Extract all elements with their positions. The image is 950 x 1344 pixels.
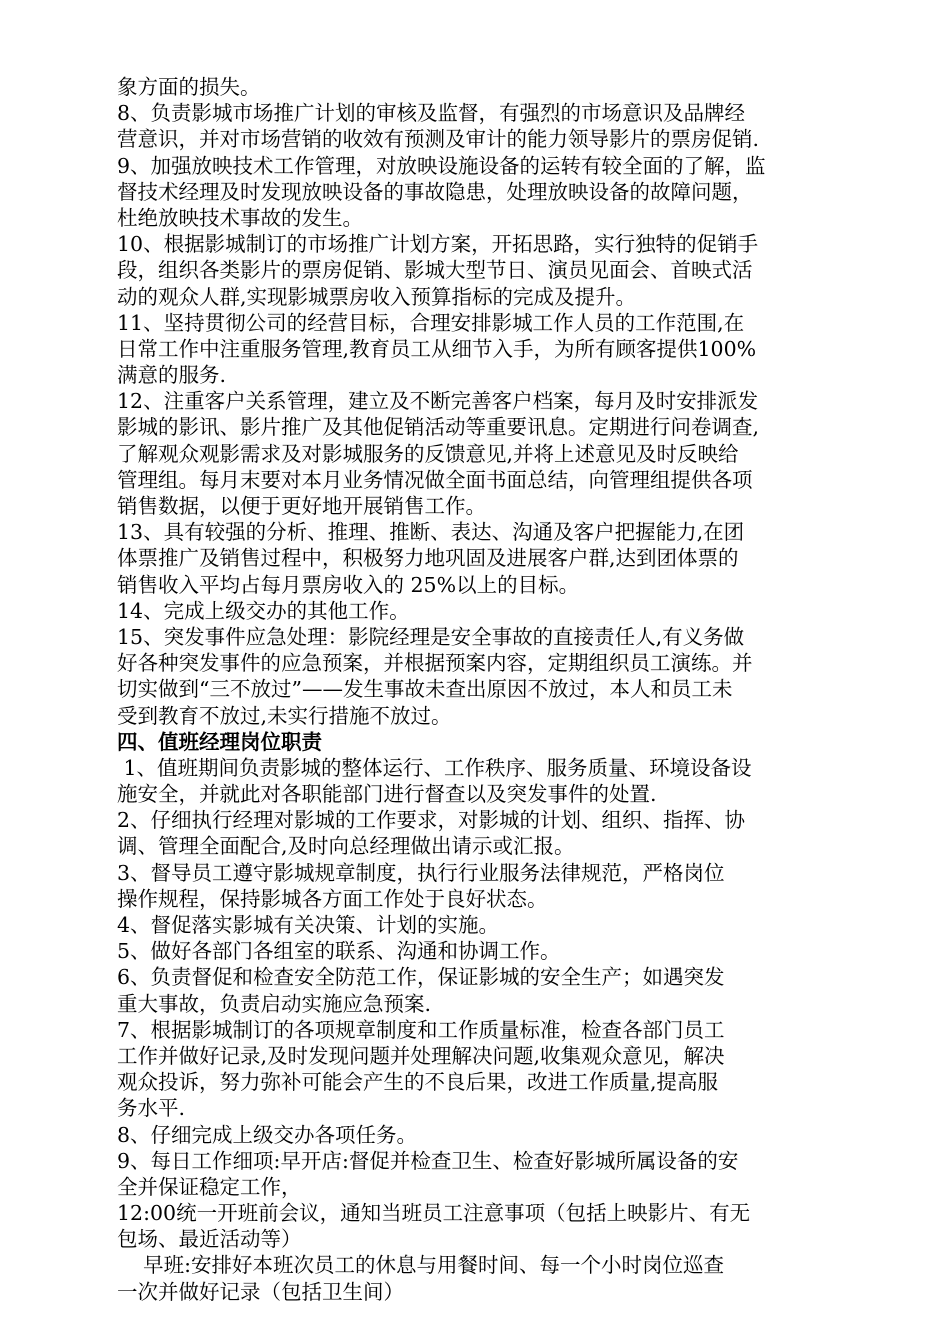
text-line: 销售收入平均占每月票房收入的 25%以上的目标。 bbox=[117, 572, 580, 597]
text-line: 包场、最近活动等） bbox=[117, 1227, 302, 1252]
document-page bbox=[117, 74, 867, 1305]
text-line: 满意的服务. bbox=[117, 363, 227, 388]
text-line: 9、每日工作细项:早开店:督促并检查卫生、检查好影城所属设备的安 bbox=[117, 1148, 739, 1173]
text-line: 营意识，并对市场营销的收效有预测及审计的能力领导影片的票房促销. bbox=[117, 127, 760, 152]
text-line: 动的观众人群,实现影城票房收入预算指标的完成及提升。 bbox=[117, 284, 637, 309]
text-line: 8、仔细完成上级交办各项任务。 bbox=[117, 1122, 418, 1147]
text-line: 调、管理全面配合,及时向总经理做出请示或汇报。 bbox=[117, 834, 575, 859]
text-line: 10、根据影城制订的市场推广计划方案，开拓思路，实行独特的促销手 bbox=[117, 232, 759, 257]
text-line: 1、值班期间负责影城的整体运行、工作秩序、服务质量、环境设备设 bbox=[117, 755, 752, 780]
text-line: 5、做好各部门各组室的联系、沟通和协调工作。 bbox=[117, 939, 561, 964]
document-body-top bbox=[117, 74, 867, 729]
text-line: 切实做到“三不放过”——发生事故未查出原因不放过，本人和员工未 bbox=[117, 677, 733, 702]
text-line: 一次并做好记录（包括卫生间） bbox=[117, 1279, 404, 1304]
text-line: 段，组织各类影片的票房促销、影城大型节日、演员见面会、首映式活 bbox=[117, 258, 753, 283]
text-line: 12:00统一开班前会议，通知当班员工注意事项（包括上映影片、有无 bbox=[117, 1201, 751, 1226]
text-line: 好各种突发事件的应急预案，并根据预案内容，定期组织员工演练。并 bbox=[117, 651, 753, 676]
section-heading: 四、值班经理岗位职责 bbox=[117, 729, 322, 754]
text-line: 全并保证稳定工作， bbox=[117, 1174, 302, 1199]
text-line: 了解观众观影需求及对影城服务的反馈意见,并将上述意见及时反映给 bbox=[117, 441, 739, 466]
text-line: 督技术经理及时发现放映设备的事故隐患，处理放映设备的故障问题， bbox=[117, 179, 753, 204]
text-line: 9、加强放映技术工作管理，对放映设施设备的运转有较全面的了解，监 bbox=[117, 153, 766, 178]
text-line: 7、根据影城制订的各项规章制度和工作质量标准，检查各部门员工 bbox=[117, 1017, 725, 1042]
text-line: 操作规程，保持影城各方面工作处于良好状态。 bbox=[117, 886, 548, 911]
text-line: 重大事故，负责启动实施应急预案. bbox=[117, 991, 432, 1016]
text-line: 体票推广及销售过程中，积极努力地巩固及进展客户群,达到团体票的 bbox=[117, 546, 739, 571]
text-line: 4、督促落实影城有关决策、计划的实施。 bbox=[117, 913, 500, 937]
text-line: 销售数据，以便于更好地开展销售工作。 bbox=[117, 494, 486, 518]
text-line: 6、负责督促和检查安全防范工作，保证影城的安全生产；如遇突发 bbox=[117, 965, 725, 990]
text-line: 管理组。每月末要对本月业务情况做全面书面总结，向管理组提供各项 bbox=[117, 467, 753, 492]
document-body-section bbox=[117, 755, 867, 1305]
text-line: 受到教育不放过,未实行措施不放过。 bbox=[117, 703, 452, 728]
text-line: 8、负责影城市场推广计划的审核及监督，有强烈的市场意识及品牌经 bbox=[117, 101, 746, 126]
text-line: 工作并做好记录,及时发现问题并处理解决问题,收集观众意见，解决 bbox=[117, 1043, 725, 1068]
text-line: 13、具有较强的分析、推理、推断、表达、沟通及客户把握能力,在团 bbox=[117, 520, 745, 545]
text-line: 务水平. bbox=[117, 1096, 186, 1121]
text-line: 15、突发事件应急处理：影院经理是安全事故的直接责任人,有义务做 bbox=[117, 624, 745, 649]
text-line: 11、坚持贯彻公司的经营目标，合理安排影城工作人员的工作范围,在 bbox=[117, 310, 745, 335]
text-line: 12、注重客户关系管理，建立及不断完善客户档案，每月及时安排派发 bbox=[117, 389, 759, 414]
text-line: 杜绝放映技术事故的发生。 bbox=[117, 205, 363, 230]
text-line: 3、督导员工遵守影城规章制度，执行行业服务法律规范，严格岗位 bbox=[117, 860, 725, 885]
text-line: 象方面的损失。 bbox=[117, 75, 261, 99]
text-line: 影城的影讯、影片推广及其他促销活动等重要讯息。定期进行问卷调查, bbox=[117, 415, 760, 440]
text-line: 日常工作中注重服务管理,教育员工从细节入手，为所有顾客提供100% bbox=[117, 336, 757, 361]
text-line: 2、仔细执行经理对影城的工作要求，对影城的计划、组织、指挥、协 bbox=[117, 808, 746, 833]
text-line: 早班:安排好本班次员工的休息与用餐时间、每一个小时岗位巡查 bbox=[117, 1253, 724, 1278]
text-line: 14、完成上级交办的其他工作。 bbox=[117, 598, 410, 623]
text-line: 观众投诉，努力弥补可能会产生的不良后果，改进工作质量,提高服 bbox=[117, 1070, 719, 1095]
text-line: 施安全，并就此对各职能部门进行督查以及突发事件的处置. bbox=[117, 782, 657, 807]
